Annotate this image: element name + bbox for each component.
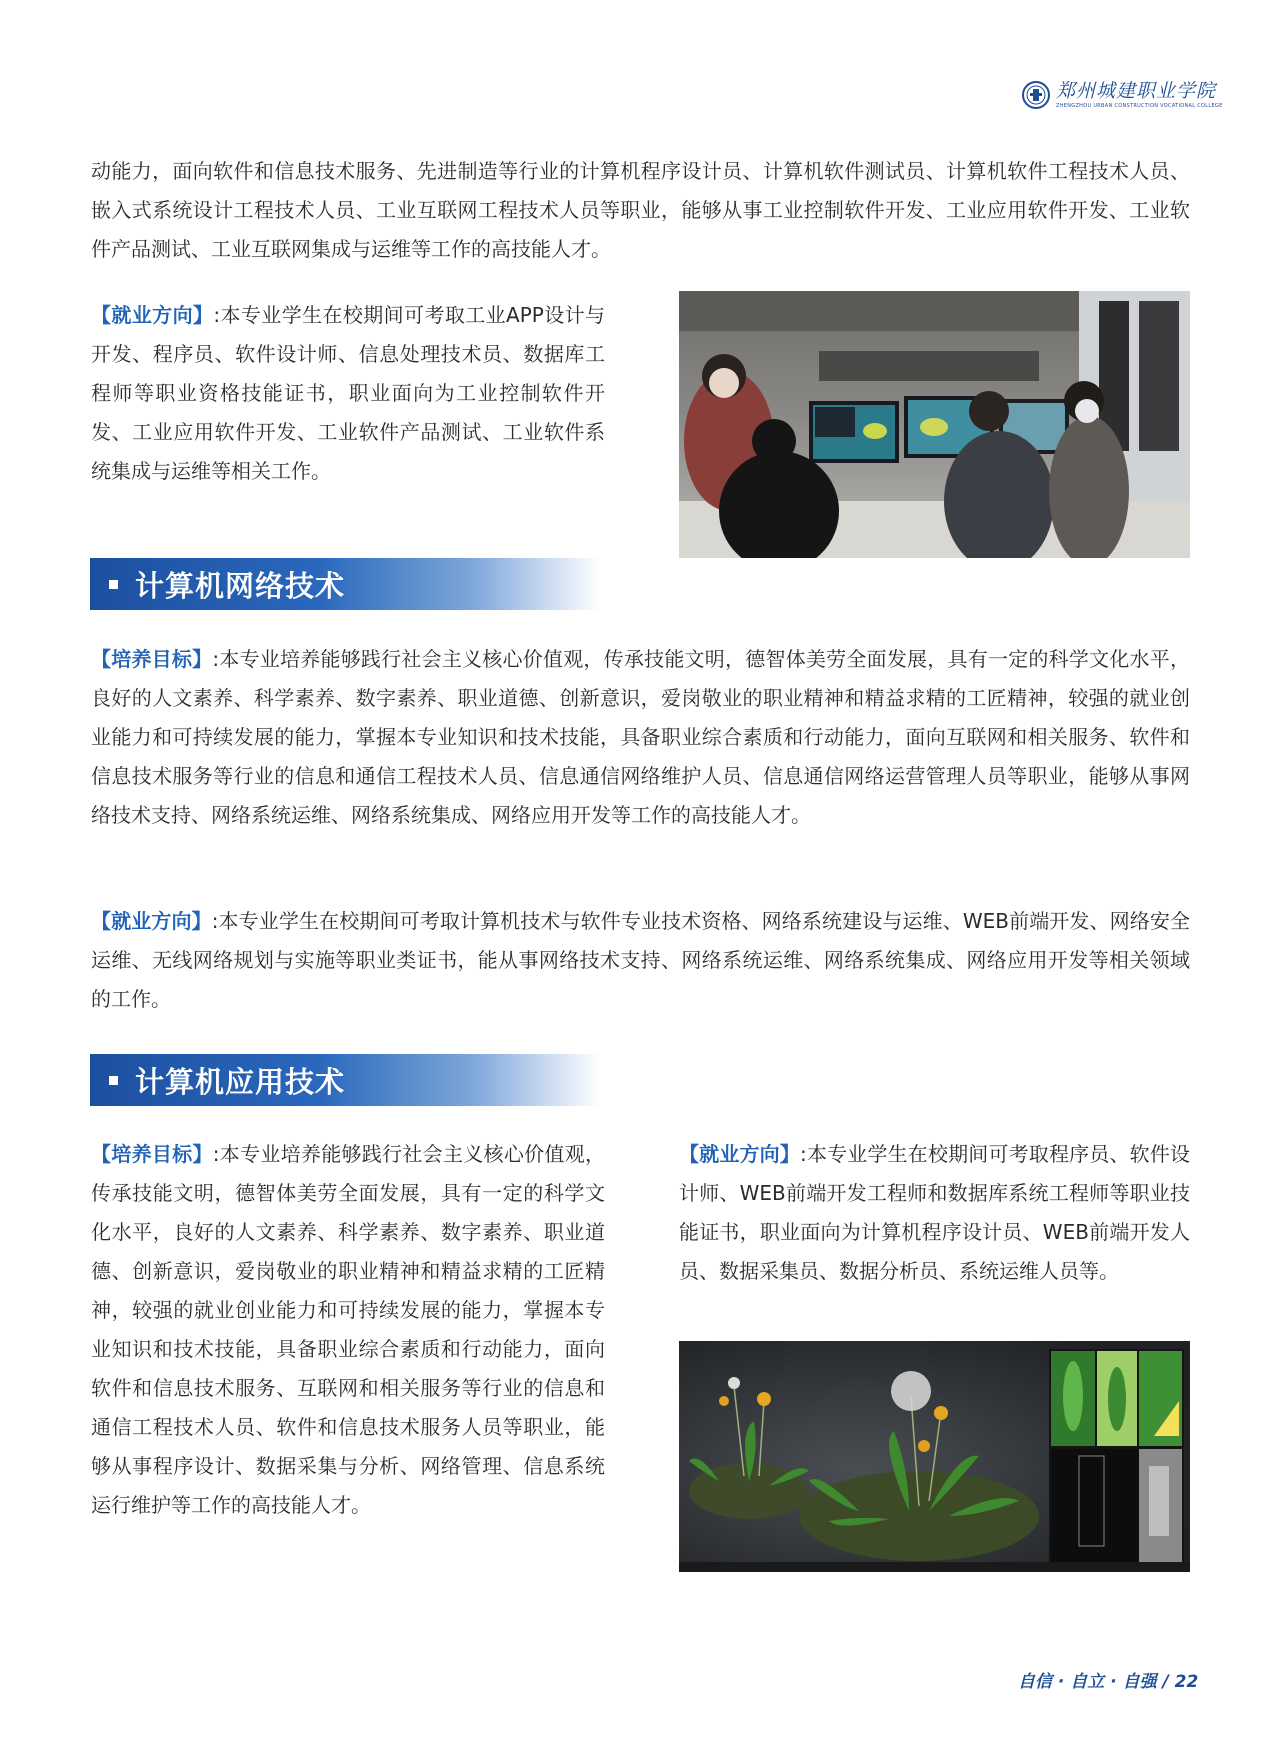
footer-slogan: 自信 · 自立 · 自强 (1018, 1672, 1157, 1692)
employment-text: :本专业学生在校期间可考取程序员、软件设计师、WEB前端开发工程师和数据库系统工程师等职业技能证书，职业面向为计算机程序设计员、WEB前端开发人员、数据采集员、数据分析员、系统运维人员等。 (679, 1142, 1190, 1283)
goal-text: :本专业培养能够践行社会主义核心价值观，传承技能文明，德智体美劳全面发展，具有一定的科学文化水平，良好的人文素养、科学素养、数字素养、职业道德、创新意识，爱岗敬业的职业精神和精益求精的工匠精神，较强的就业创业能力和可持续发展的能力，掌握本专业知识和技术技能，具备职业综合素质和行动能力，面向软件和信息技术服务、互联网和相关服务等行业的信息和通信工程技术人员、软件和信息技术服务人员等职业，能够从事程序设计、数据采集与分析、网络管理、信息系统运行维护等工作的高技能人才。 (91, 1142, 605, 1517)
network-goal-paragraph (91, 640, 1190, 835)
network-section-header (90, 558, 600, 610)
intro-paragraph (91, 152, 1190, 269)
computer-lab-photo (679, 291, 1190, 558)
application-section-title: 计算机应用技术 (135, 1064, 346, 1099)
employment-tag: 【就业方向】 (91, 909, 212, 933)
goal-text: :本专业培养能够践行社会主义核心价值观，传承技能文明，德智体美劳全面发展，具有一定的科学文化水平，良好的人文素养、科学素养、数字素养、职业道德、创新意识，爱岗敬业的职业精神和精益求精的工匠精神，较强的就业创业能力和可持续发展的能力，掌握本专业知识和技术技能，具备职业综合素质和行动能力，面向互联网和相关服务、软件和信息技术服务等行业的信息和通信工程技术人员、信息通信网络维护人员、信息通信网络运营管理人员等职业，能够从事网络技术支持、网络系统运维、网络系统集成、网络应用开发等工作的高技能人才。 (91, 647, 1191, 827)
goal-tag: 【培养目标】 (91, 647, 213, 671)
network-employment-paragraph (91, 902, 1190, 1019)
industrial-employment-paragraph (91, 296, 605, 491)
application-goal-paragraph (91, 1135, 605, 1525)
college-logo (1022, 76, 1223, 114)
college-emblem-icon (1022, 81, 1050, 109)
employment-tag: 【就业方向】 (91, 303, 214, 327)
application-section-header (90, 1054, 600, 1106)
intro-text: 动能力，面向软件和信息技术服务、先进制造等行业的计算机程序设计员、计算机软件测试员、计算机软件工程技术人员、嵌入式系统设计工程技术人员、工业互联网工程技术人员等职业，能够从事工业控制软件开发、工业应用软件开发、工业软件产品测试、工业互联网集成与运维等工作的高技能人才。 (91, 159, 1190, 261)
square-bullet-icon (109, 580, 118, 589)
goal-tag: 【培养目标】 (91, 1142, 213, 1166)
page-number: / 22 (1162, 1672, 1199, 1692)
dandelion-3d-render-image (679, 1341, 1190, 1572)
network-section-title: 计算机网络技术 (135, 568, 346, 603)
page-footer (1018, 1667, 1198, 1692)
employment-tag: 【就业方向】 (679, 1142, 801, 1166)
employment-text: :本专业学生在校期间可考取计算机技术与软件专业技术资格、网络系统建设与运维、WEB前端开发、网络安全运维、无线网络规划与实施等职业类证书，能从事网络技术支持、网络系统运维、网络系统集成、网络应用开发等相关领域的工作。 (91, 909, 1191, 1011)
square-bullet-icon (109, 1076, 118, 1085)
application-employment-paragraph (679, 1135, 1190, 1291)
logo-english-name: ZHENGZHOU URBAN CONSTRUCTION VOCATIONAL COLLEGE (1056, 102, 1223, 109)
logo-chinese-name: 郑州城建职业学院 (1056, 79, 1217, 102)
employment-text: :本专业学生在校期间可考取工业APP设计与开发、程序员、软件设计师、信息处理技术员、数据库工程师等职业资格技能证书，职业面向为工业控制软件开发、工业应用软件开发、工业软件产品测试、工业软件系统集成与运维等相关工作。 (91, 303, 606, 483)
